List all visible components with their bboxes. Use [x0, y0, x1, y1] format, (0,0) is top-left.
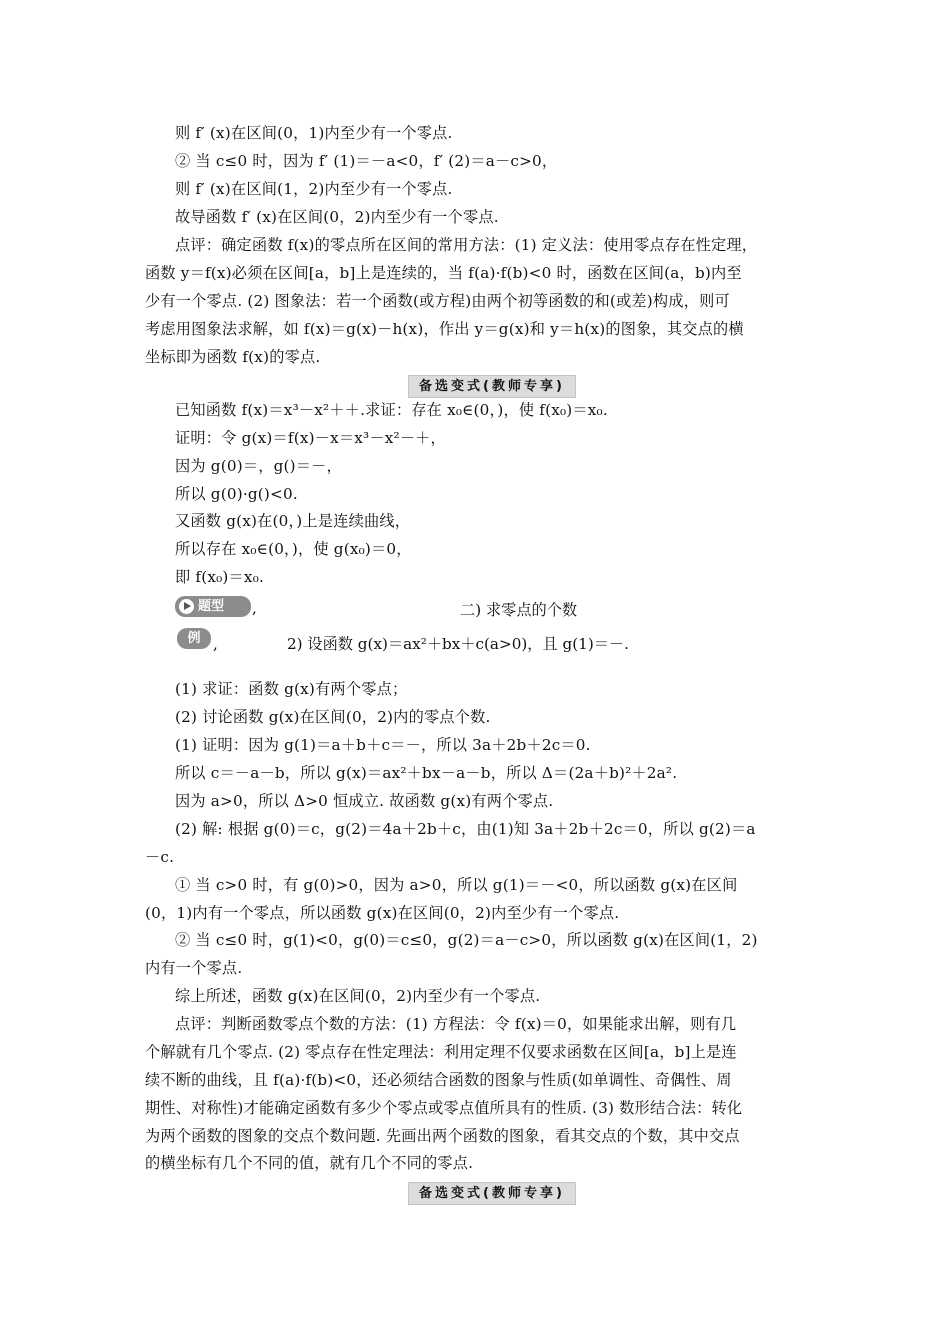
text-line: 综上所述，函数 g(x)在区间(0，2)内至少有一个零点. [175, 987, 541, 1005]
text-line: 所以存在 x₀∈(0，)，使 g(x₀)＝0， [175, 540, 412, 558]
text-line: 续不断的曲线，且 f(a)·f(b)<0，还必须结合函数的图象与性质(如单调性、奇偶性、周 [145, 1071, 732, 1089]
text-line: (0，1)内有一个零点，所以函数 g(x)在区间(0，2)内至少有一个零点. [145, 904, 620, 922]
text-line: (2) 讨论函数 g(x)在区间(0，2)内的零点个数. [175, 708, 491, 726]
text-line: (1) 求证：函数 g(x)有两个零点； [175, 680, 408, 698]
text-line: 则 f′ (x)在区间(1，2)内至少有一个零点. [175, 180, 453, 198]
text-line: 个解就有几个零点. (2) 零点存在性定理法：利用定理不仅要求函数在区间[a，b]上是连 [145, 1043, 737, 1061]
text-line: 点评：确定函数 f(x)的零点所在区间的常用方法：(1) 定义法：使用零点存在性定理， [175, 236, 758, 254]
example-badge-suffix: , [213, 635, 218, 653]
text-line: 已知函数 f(x)＝x³－x²＋＋.求证：存在 x₀∈(0，)，使 f(x₀)＝x₀. [175, 401, 608, 419]
text-line: (1) 证明：因为 g(1)＝a＋b＋c＝－，所以 3a＋2b＋2c＝0. [175, 736, 591, 754]
example-badge: 例 [177, 628, 211, 649]
text-line: ② 当 c≤0 时，g(1)<0，g(0)＝c≤0，g(2)＝a－c>0，所以函数 g(x)在区间(1，2) [175, 931, 758, 949]
text-line: ① 当 c>0 时，有 g(0)>0，因为 a>0，所以 g(1)＝－<0，所以函数 g(x)在区间 [175, 876, 738, 894]
example-question: 2) 设函数 g(x)＝ax²＋bx＋c(a>0)，且 g(1)＝－. [287, 635, 629, 653]
section-banner: 备选变式(教师专享) [408, 375, 576, 398]
text-line: 所以 c＝－a－b，所以 g(x)＝ax²＋bx－a－b，所以 Δ＝(2a＋b)²＋2a². [175, 764, 678, 782]
text-line: 的横坐标有几个不同的值，就有几个不同的零点. [145, 1154, 474, 1172]
text-line: 又函数 g(x)在(0，)上是连续曲线， [175, 512, 411, 530]
type-badge-suffix: , [252, 599, 257, 617]
text-line: 证明：令 g(x)＝f(x)－x＝x³－x²－＋， [175, 429, 446, 447]
text-line: 考虑用图象法求解，如 f(x)＝g(x)－h(x)，作出 y＝g(x)和 y＝h(x)的图象，其交点的横 [145, 320, 744, 338]
text-line: 期性、对称性)才能确定函数有多少个零点或零点值所具有的性质. (3) 数形结合法：转化 [145, 1099, 743, 1117]
text-line: 少有一个零点. (2) 图象法：若一个函数(或方程)由两个初等函数的和(或差)构成，则可 [145, 292, 730, 310]
text-line: 故导函数 f′ (x)在区间(0，2)内至少有一个零点. [175, 208, 499, 226]
text-line: 则 f′ (x)在区间(0，1)内至少有一个零点. [175, 124, 453, 142]
text-line: 内有一个零点. [145, 959, 243, 977]
play-arrow-icon [179, 599, 194, 614]
text-line: 因为 g(0)＝，g()＝－， [175, 457, 342, 475]
question-type-badge [175, 596, 251, 617]
text-line: 即 f(x₀)＝x₀. [175, 568, 265, 586]
text-line: 函数 y＝f(x)必须在区间[a，b]上是连续的，当 f(a)·f(b)<0 时，函数在区间(a，b)内至 [145, 264, 742, 282]
text-line: －c. [145, 848, 175, 866]
text-line: 为两个函数的图象的交点个数问题. 先画出两个函数的图象，看其交点的个数，其中交点 [145, 1127, 740, 1145]
type-badge-label: 题型 [198, 599, 225, 614]
section-banner: 备选变式(教师专享) [408, 1182, 576, 1205]
text-line: 所以 g(0)·g()<0. [175, 485, 298, 503]
text-line: 因为 a>0，所以 Δ>0 恒成立. 故函数 g(x)有两个零点. [175, 792, 554, 810]
text-line: ② 当 c≤0 时，因为 f′ (1)＝－a<0，f′ (2)＝a－c>0， [175, 152, 558, 170]
text-line: 点评：判断函数零点个数的方法：(1) 方程法：令 f(x)＝0，如果能求出解，则有几 [175, 1015, 737, 1033]
section-title: 二) 求零点的个数 [460, 601, 578, 619]
text-line: 坐标即为函数 f(x)的零点. [145, 348, 321, 366]
text-line: (2) 解: 根据 g(0)＝c，g(2)＝4a＋2b＋c，由(1)知 3a＋2b＋2c＝0，所以 g(2)＝a [175, 820, 756, 838]
